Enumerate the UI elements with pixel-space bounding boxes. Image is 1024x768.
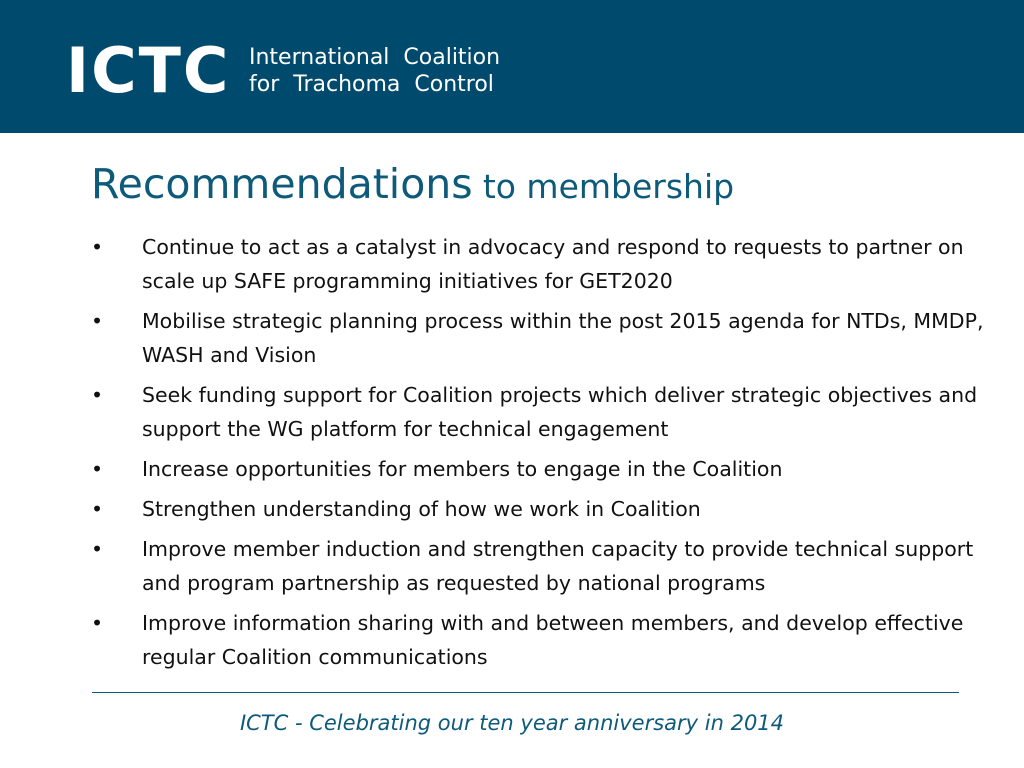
list-item (91, 532, 1011, 600)
list-item (91, 606, 1011, 674)
footer-tagline: ICTC - Celebrating our ten year anniversary in 2014 (239, 711, 785, 735)
header-banner (0, 0, 1024, 133)
list-item (91, 452, 1011, 486)
list-item (91, 492, 1011, 526)
list-item-text: Strengthen understanding of how we work in Coalition (142, 497, 701, 521)
list-item (91, 304, 1011, 372)
bullet-icon: • (91, 457, 104, 481)
slide-title-sub: to membership (482, 167, 735, 206)
list-item-text: Improve member induction and strengthen capacity to provide technical support and program partnership as requested by national programs (142, 537, 974, 595)
list-item-text: Improve information sharing with and between members, and develop effective regular Coalition communications (142, 611, 964, 669)
list-item-text: Seek funding support for Coalition projects which deliver strategic objectives and support the WG platform for technical engagement (142, 383, 978, 441)
list-item-text: Continue to act as a catalyst in advocacy and respond to requests to partner on scale up SAFE programming initiatives for GET2020 (142, 235, 964, 293)
list-item-text: Increase opportunities for members to engage in the Coalition (142, 457, 783, 481)
bullet-icon: • (91, 235, 104, 259)
list-item-text: Mobilise strategic planning process within the post 2015 agenda for NTDs, MMDP, WASH and Vision (142, 309, 984, 367)
list-item (91, 230, 1011, 298)
logo-name-line-1: International Coalition (249, 45, 501, 70)
footer-divider (92, 692, 959, 693)
bullet-icon: • (91, 497, 104, 521)
logo-organization-name (249, 44, 500, 98)
list-item (91, 378, 1011, 446)
logo-mark: ICTC (66, 34, 231, 107)
bullet-icon: • (91, 383, 104, 407)
logo-name-line-2: for Trachoma Control (249, 72, 494, 97)
bullet-icon: • (91, 537, 104, 561)
slide-title-main: Recommendations (91, 160, 473, 208)
bullet-icon: • (91, 309, 104, 333)
slide-title (91, 160, 734, 208)
bullet-icon: • (91, 611, 104, 635)
recommendation-list (91, 230, 1011, 680)
